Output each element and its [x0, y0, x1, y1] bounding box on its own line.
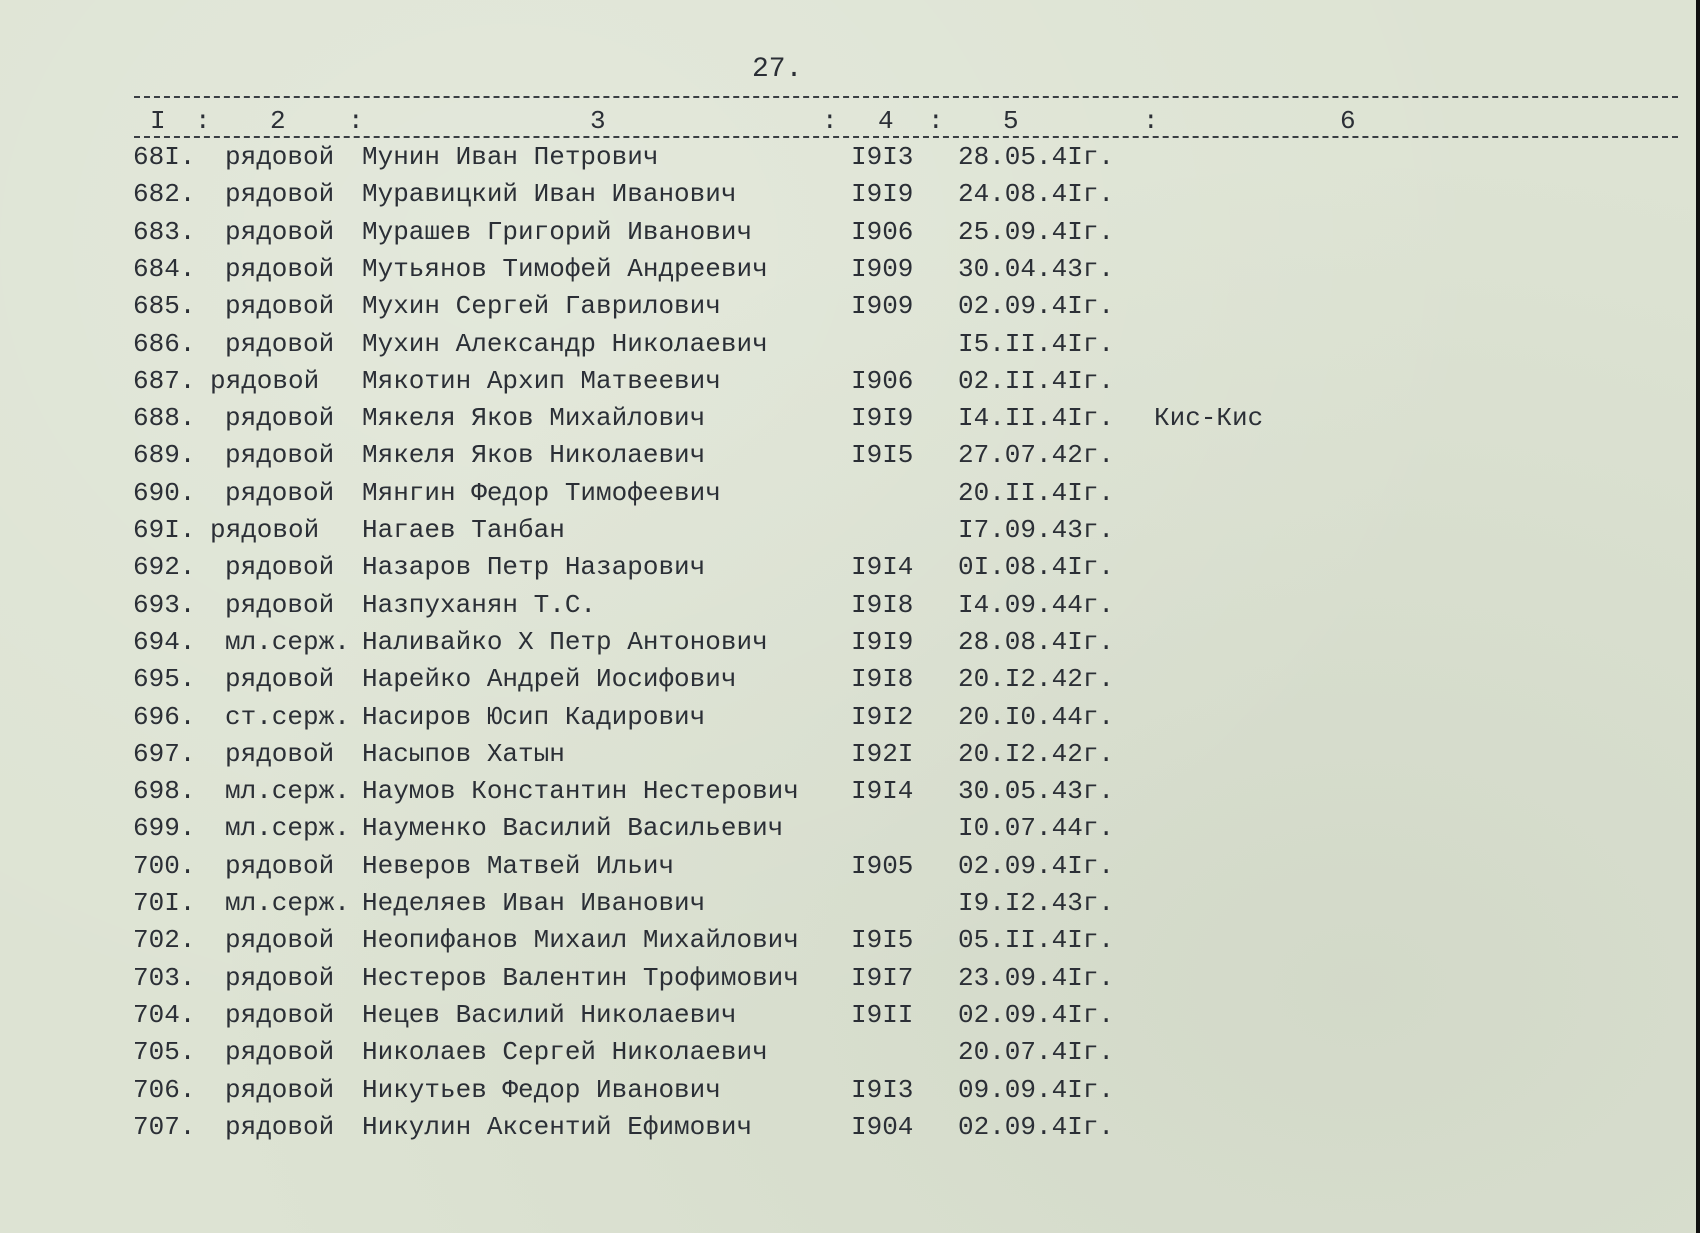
row-rank: рядовой [225, 253, 335, 284]
row-date: 20.II.4Iг. [958, 477, 1115, 508]
row-date: 20.07.4Iг. [958, 1037, 1115, 1068]
row-number: 698. [133, 776, 196, 807]
row-name: Никутьев Федор Иванович [362, 1074, 721, 1105]
row-birth-year: I9I9 [851, 626, 914, 657]
row-rank: рядовой [225, 1037, 335, 1068]
row-birth-year: I906 [851, 365, 914, 396]
row-number: 683. [133, 216, 196, 247]
row-date: I4.II.4Iг. [958, 403, 1115, 434]
row-rank: рядовой [225, 664, 335, 695]
row-name: Мухин Александр Николаевич [362, 328, 768, 359]
row-rank: мл.серж. [225, 776, 350, 807]
row-date: 09.09.4Iг. [958, 1074, 1115, 1105]
row-date: 28.08.4Iг. [958, 626, 1115, 657]
row-date: 02.09.4Iг. [958, 850, 1115, 881]
table-row [0, 627, 1700, 663]
row-name: Мякеля Яков Николаевич [362, 440, 706, 471]
row-rank: ст.серж. [225, 701, 350, 732]
column-header-4: 4 [878, 106, 894, 136]
row-rank: рядовой [225, 179, 335, 210]
row-name: Наумов Константин Нестерович [362, 776, 799, 807]
row-name: Мякотин Архип Матвеевич [362, 365, 721, 396]
row-birth-year: I9I3 [851, 142, 914, 172]
row-number: 68I. [133, 142, 196, 172]
row-number: 684. [133, 253, 196, 284]
row-birth-year: I904 [851, 1111, 914, 1142]
row-rank: рядовой [225, 1074, 335, 1105]
row-birth-year: I92I [851, 738, 914, 769]
row-number: 69I. [133, 515, 196, 545]
table-row [0, 1112, 1700, 1148]
row-rank: рядовой [225, 291, 335, 322]
row-name: Нагаев Танбан [362, 515, 565, 545]
row-name: Назаров Петр Назарович [362, 552, 706, 583]
column-separator: : [195, 106, 211, 136]
row-rank: рядовой [225, 962, 335, 993]
table-row [0, 963, 1700, 999]
row-rank: рядовой [225, 328, 335, 359]
row-rank: рядовой [225, 589, 335, 620]
row-birth-year: I9I5 [851, 925, 914, 956]
row-birth-year: I9I9 [851, 179, 914, 210]
row-rank: рядовой [225, 1111, 335, 1142]
table-row [0, 217, 1700, 253]
row-date: 02.09.4Iг. [958, 291, 1115, 322]
row-rank: рядовой [225, 552, 335, 583]
column-header-3: 3 [590, 106, 606, 136]
row-date: 27.07.42г. [958, 440, 1115, 471]
row-rank: рядовой [225, 850, 335, 881]
row-date: 02.09.4Iг. [958, 1111, 1115, 1142]
row-name: Мянгин Федор Тимофеевич [362, 477, 721, 508]
row-rank: мл.серж. [225, 888, 350, 918]
table-row [0, 1037, 1700, 1073]
row-rank: рядовой [225, 477, 335, 508]
row-number: 697. [133, 738, 196, 769]
column-separator: : [1143, 106, 1159, 136]
row-date: I4.09.44г. [958, 589, 1115, 620]
table-row [0, 925, 1700, 961]
row-date: 05.II.4Iг. [958, 925, 1115, 956]
row-number: 70I. [133, 888, 196, 918]
table-row [0, 888, 1700, 924]
row-number: 692. [133, 552, 196, 583]
row-name: Нарейко Андрей Иосифович [362, 664, 737, 695]
row-name: Никулин Аксентий Ефимович [362, 1111, 753, 1142]
row-number: 705. [133, 1037, 196, 1068]
table-row [0, 403, 1700, 439]
row-birth-year: I9I5 [851, 440, 914, 471]
row-rank: рядовой [225, 925, 335, 956]
row-name: Николаев Сергей Николаевич [362, 1037, 768, 1068]
row-rank: рядовой [225, 142, 335, 172]
row-number: 702. [133, 925, 196, 956]
row-number: 682. [133, 179, 196, 210]
row-number: 694. [133, 626, 196, 657]
row-date: 23.09.4Iг. [958, 962, 1115, 993]
table-row [0, 1000, 1700, 1036]
row-number: 696. [133, 701, 196, 732]
row-date: 25.09.4Iг. [958, 216, 1115, 247]
row-rank: рядовой [225, 216, 335, 247]
table-row [0, 552, 1700, 588]
row-birth-year: I9I3 [851, 1074, 914, 1105]
column-separator: : [348, 106, 364, 136]
row-number: 707. [133, 1111, 196, 1142]
row-name: Насиров Юсип Кадирович [362, 701, 706, 732]
row-date: 0I.08.4Iг. [958, 552, 1115, 583]
table-row [0, 478, 1700, 514]
row-date: 02.09.4Iг. [958, 999, 1115, 1030]
table-row [0, 776, 1700, 812]
row-number: 688. [133, 403, 196, 434]
column-separator: : [928, 106, 944, 136]
row-number: 686. [133, 328, 196, 359]
row-date: 30.05.43г. [958, 776, 1115, 807]
row-date: 30.04.43г. [958, 253, 1115, 284]
row-number: 703. [133, 962, 196, 993]
row-rank: рядовой [225, 403, 335, 434]
table-row [0, 142, 1700, 178]
row-rank: рядовой [225, 738, 335, 769]
row-birth-year: I906 [851, 216, 914, 247]
column-header-2: 2 [270, 106, 286, 136]
row-date: 20.I2.42г. [958, 664, 1115, 695]
table-row [0, 440, 1700, 476]
row-birth-year: I9I7 [851, 962, 914, 993]
row-name: Мякеля Яков Михайлович [362, 403, 706, 434]
row-birth-year: I9I4 [851, 552, 914, 583]
table-row [0, 515, 1700, 551]
row-date: 20.I0.44г. [958, 701, 1115, 732]
row-birth-year: I9I8 [851, 664, 914, 695]
row-date: 28.05.4Iг. [958, 142, 1115, 172]
row-rank: мл.серж. [225, 813, 350, 844]
page-number: 27. [752, 54, 803, 85]
row-name: Мухин Сергей Гаврилович [362, 291, 721, 322]
row-number: 704. [133, 999, 196, 1030]
row-date: I0.07.44г. [958, 813, 1115, 844]
table-row [0, 1075, 1700, 1111]
row-number: 687. [133, 365, 196, 396]
row-rank: рядовой [225, 440, 335, 471]
row-birth-year: I909 [851, 253, 914, 284]
row-birth-year: I9I4 [851, 776, 914, 807]
row-name: Неопифанов Михаил Михайлович [362, 925, 799, 956]
row-name: Нецев Василий Николаевич [362, 999, 737, 1030]
row-name: Назпуханян Т.С. [362, 589, 597, 620]
row-date: I5.II.4Iг. [958, 328, 1115, 359]
row-rank: рядовой [210, 515, 320, 545]
row-birth-year: I9II [851, 999, 914, 1030]
row-name: Муравицкий Иван Иванович [362, 179, 737, 210]
row-birth-year: I905 [851, 850, 914, 881]
row-birth-year: I909 [851, 291, 914, 322]
row-number: 695. [133, 664, 196, 695]
row-name: Неверов Матвей Ильич [362, 850, 675, 881]
table-row [0, 329, 1700, 365]
row-number: 706. [133, 1074, 196, 1105]
row-name: Мурашев Григорий Иванович [362, 216, 753, 247]
table-row [0, 851, 1700, 887]
row-rank: мл.серж. [225, 626, 350, 657]
row-birth-year: I9I2 [851, 701, 914, 732]
row-name: Мутьянов Тимофей Андреевич [362, 253, 768, 284]
row-name: Насыпов Хатын [362, 738, 565, 769]
row-rank: рядовой [225, 999, 335, 1030]
row-name: Неделяев Иван Иванович [362, 888, 706, 918]
row-birth-year: I9I8 [851, 589, 914, 620]
table-row [0, 291, 1700, 327]
row-name: Наливайко Х Петр Антонович [362, 626, 768, 657]
row-place: Кис-Кис [1154, 403, 1264, 434]
row-name: Науменко Василий Васильевич [362, 813, 784, 844]
table-row [0, 813, 1700, 849]
row-rank: рядовой [210, 365, 320, 396]
table-row [0, 366, 1700, 402]
column-header-5: 5 [1003, 106, 1019, 136]
row-number: 700. [133, 850, 196, 881]
table-row [0, 179, 1700, 215]
row-number: 699. [133, 813, 196, 844]
row-date: I7.09.43г. [958, 515, 1115, 545]
row-date: 24.08.4Iг. [958, 179, 1115, 210]
row-number: 693. [133, 589, 196, 620]
row-date: I9.I2.43г. [958, 888, 1115, 918]
table-row [0, 590, 1700, 626]
table-row [0, 739, 1700, 775]
column-header-1: I [150, 106, 166, 136]
row-date: 02.II.4Iг. [958, 365, 1115, 396]
row-date: 20.I2.42г. [958, 738, 1115, 769]
table-row [0, 702, 1700, 738]
column-separator: : [822, 106, 838, 136]
row-number: 690. [133, 477, 196, 508]
table-row [0, 254, 1700, 290]
row-name: Нестеров Валентин Трофимович [362, 962, 799, 993]
column-header-6: 6 [1340, 106, 1356, 136]
scan-edge [1696, 0, 1700, 1233]
row-birth-year: I9I9 [851, 403, 914, 434]
row-number: 689. [133, 440, 196, 471]
row-number: 685. [133, 291, 196, 322]
row-name: Мунин Иван Петрович [362, 142, 659, 172]
table-row [0, 664, 1700, 700]
